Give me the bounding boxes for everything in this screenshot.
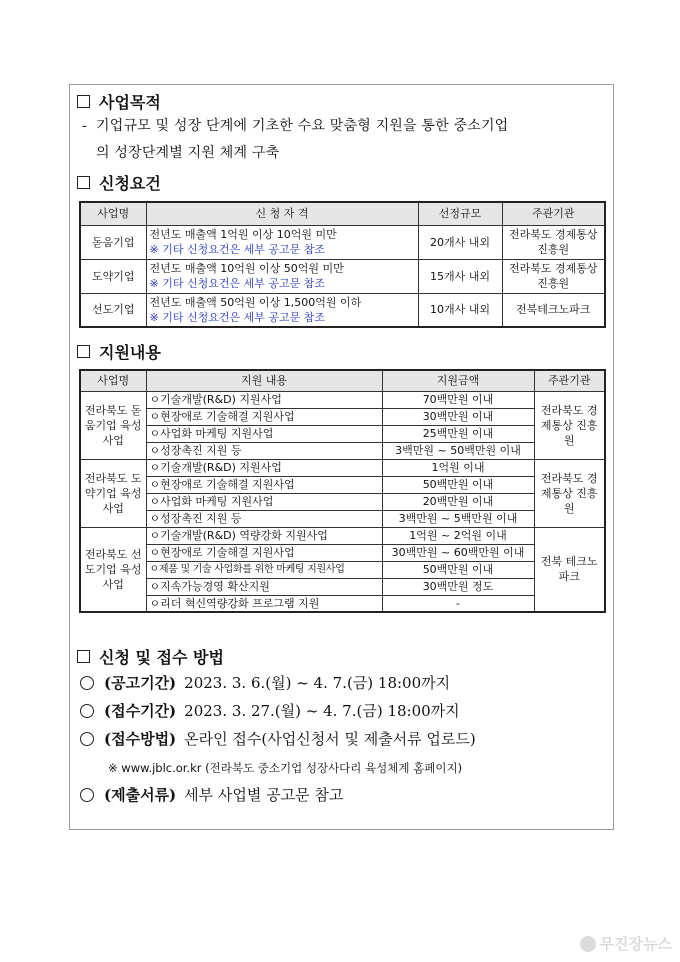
support-item-amount: 30백만원 정도 [382, 578, 534, 595]
support-item-content: ㅇ기술개발(R&D) 역량강화 지원사업 [146, 527, 382, 544]
square-bullet-icon [77, 345, 90, 358]
section-purpose-title: 사업목적 [77, 90, 161, 113]
support-header-name: 사업명 [80, 370, 146, 391]
square-bullet-icon [77, 95, 90, 108]
table-row [80, 544, 605, 561]
method-item [80, 700, 460, 721]
eligibility-header-requirement: 신 청 자 격 [146, 202, 418, 225]
eligibility-org: 전북테크노파크 [502, 293, 605, 327]
table-row [80, 225, 605, 259]
support-header-amount: 지원금액 [382, 370, 534, 391]
table-row [80, 293, 605, 327]
circle-bullet-icon [80, 704, 94, 718]
support-header-content: 지원 내용 [146, 370, 382, 391]
support-item-amount: 30백만원 ~ 60백만원 이내 [382, 544, 534, 561]
support-item-content: ㅇ성장촉진 지원 등 [146, 510, 382, 527]
purpose-line-1: 기업규모 및 성장 단계에 기초한 수요 맞춤형 지원을 통한 중소기업 [96, 118, 509, 134]
table-row [80, 493, 605, 510]
section-support-title: 지원내용 [77, 340, 161, 363]
eligibility-requirement: 전년도 매출액 50억원 이상 1,500억원 이하 ※ 기타 신청요건은 세부 공고문 참조 [146, 293, 418, 327]
purpose-line-2: 의 성장단계별 지원 체계 구축 [96, 145, 280, 161]
eligibility-name: 도약기업 [80, 259, 146, 293]
eligibility-name: 선도기업 [80, 293, 146, 327]
method-label: (접수기간) [104, 702, 177, 720]
table-row [80, 408, 605, 425]
table-row [80, 442, 605, 459]
method-item [80, 728, 476, 749]
eligibility-header-name: 사업명 [80, 202, 146, 225]
support-item-content: ㅇ기술개발(R&D) 지원사업 [146, 391, 382, 408]
eligibility-note: ※ 기타 신청요건은 세부 공고문 참조 [149, 277, 325, 290]
eligibility-size: 15개사 내외 [418, 259, 502, 293]
table-row [80, 527, 605, 544]
support-item-amount: 3백만원 ~ 50백만원 이내 [382, 442, 534, 459]
eligibility-note: ※ 기타 신청요건은 세부 공고문 참조 [149, 310, 325, 324]
purpose-text [82, 113, 508, 167]
square-bullet-icon [77, 650, 90, 663]
square-bullet-icon [77, 176, 90, 189]
support-item-amount: 50백만원 이내 [382, 476, 534, 493]
eligibility-size: 10개사 내외 [418, 293, 502, 327]
table-row [80, 259, 605, 293]
support-program-name: 전라북도 선도기업 육성사업 [80, 527, 146, 612]
support-item-amount: 30백만원 이내 [382, 408, 534, 425]
method-item [80, 784, 343, 805]
circle-bullet-icon [80, 788, 94, 802]
method-label: (제출서류) [104, 786, 177, 804]
support-org: 전북 테크노파크 [534, 527, 605, 612]
watermark: 무진장뉴스 [580, 933, 672, 954]
eligibility-note: ※ 기타 신청요건은 세부 공고문 참조 [149, 243, 325, 256]
table-row [80, 476, 605, 493]
eligibility-requirement: 전년도 매출액 1억원 이상 10억원 미만 ※ 기타 신청요건은 세부 공고문 참조 [146, 225, 418, 259]
method-label: (공고기간) [104, 674, 177, 692]
support-item-content: ㅇ지속가능경영 확산지원 [146, 578, 382, 595]
website-note: ※ www.jblc.or.kr (전라북도 중소기업 성장사다리 육성체계 홈페이지) [108, 761, 463, 775]
support-item-amount: 50백만원 이내 [382, 561, 534, 578]
section-eligibility-title: 신청요건 [77, 171, 161, 194]
support-item-amount: - [382, 595, 534, 612]
support-item-amount: 3백만원 ~ 5백만원 이내 [382, 510, 534, 527]
support-item-amount: 1억원 이내 [382, 459, 534, 476]
table-row [80, 578, 605, 595]
support-header-org: 주관기관 [534, 370, 605, 391]
support-item-content: ㅇ기술개발(R&D) 지원사업 [146, 459, 382, 476]
eligibility-table [79, 201, 606, 328]
support-item-content: ㅇ현장애로 기술해결 지원사업 [146, 476, 382, 493]
method-text: 2023. 3. 6.(월) ~ 4. 7.(금) 18:00까지 [184, 674, 451, 692]
section-method-title: 신청 및 접수 방법 [77, 645, 224, 668]
method-text: 2023. 3. 27.(월) ~ 4. 7.(금) 18:00까지 [184, 702, 460, 720]
eligibility-requirement: 전년도 매출액 10억원 이상 50억원 미만 ※ 기타 신청요건은 세부 공고문 참조 [146, 259, 418, 293]
table-row [80, 595, 605, 612]
support-program-name: 전라북도 돋움기업 육성사업 [80, 391, 146, 459]
support-item-content: ㅇ사업화 마케팅 지원사업 [146, 425, 382, 442]
table-row [80, 391, 605, 408]
support-table [79, 369, 606, 613]
support-org: 전라북도 경제통상 진흥원 [534, 391, 605, 459]
support-item-content: ㅇ현장애로 기술해결 지원사업 [146, 544, 382, 561]
eligibility-size: 20개사 내외 [418, 225, 502, 259]
support-item-content: ㅇ성장촉진 지원 등 [146, 442, 382, 459]
table-row [80, 510, 605, 527]
eligibility-org: 전라북도 경제통상진흥원 [502, 259, 605, 293]
method-text: 온라인 접수(사업신청서 및 제출서류 업로드) [184, 730, 476, 748]
support-item-amount: 70백만원 이내 [382, 391, 534, 408]
eligibility-header-org: 주관기관 [502, 202, 605, 225]
logo-icon [580, 936, 596, 952]
support-item-content: ㅇ사업화 마케팅 지원사업 [146, 493, 382, 510]
method-item [80, 672, 450, 693]
support-item-content: ㅇ리더 혁신역량강화 프로그램 지원 [146, 595, 382, 612]
table-row [80, 425, 605, 442]
support-item-amount: 20백만원 이내 [382, 493, 534, 510]
support-item-content: ㅇ제품 및 기술 사업화를 위한 마케팅 지원사업 [146, 561, 382, 578]
eligibility-header-size: 선정규모 [418, 202, 502, 225]
method-text: 세부 사업별 공고문 참고 [184, 786, 344, 804]
circle-bullet-icon [80, 676, 94, 690]
dash-bullet: - [82, 118, 87, 134]
support-item-amount: 25백만원 이내 [382, 425, 534, 442]
support-item-amount: 1억원 ~ 2억원 이내 [382, 527, 534, 544]
eligibility-name: 돋움기업 [80, 225, 146, 259]
eligibility-org: 전라북도 경제통상진흥원 [502, 225, 605, 259]
support-program-name: 전라북도 도약기업 육성사업 [80, 459, 146, 527]
method-label: (접수방법) [104, 730, 177, 748]
table-row [80, 561, 605, 578]
support-org: 전라북도 경제통상 진흥원 [534, 459, 605, 527]
support-item-content: ㅇ현장애로 기술해결 지원사업 [146, 408, 382, 425]
circle-bullet-icon [80, 732, 94, 746]
table-row [80, 459, 605, 476]
